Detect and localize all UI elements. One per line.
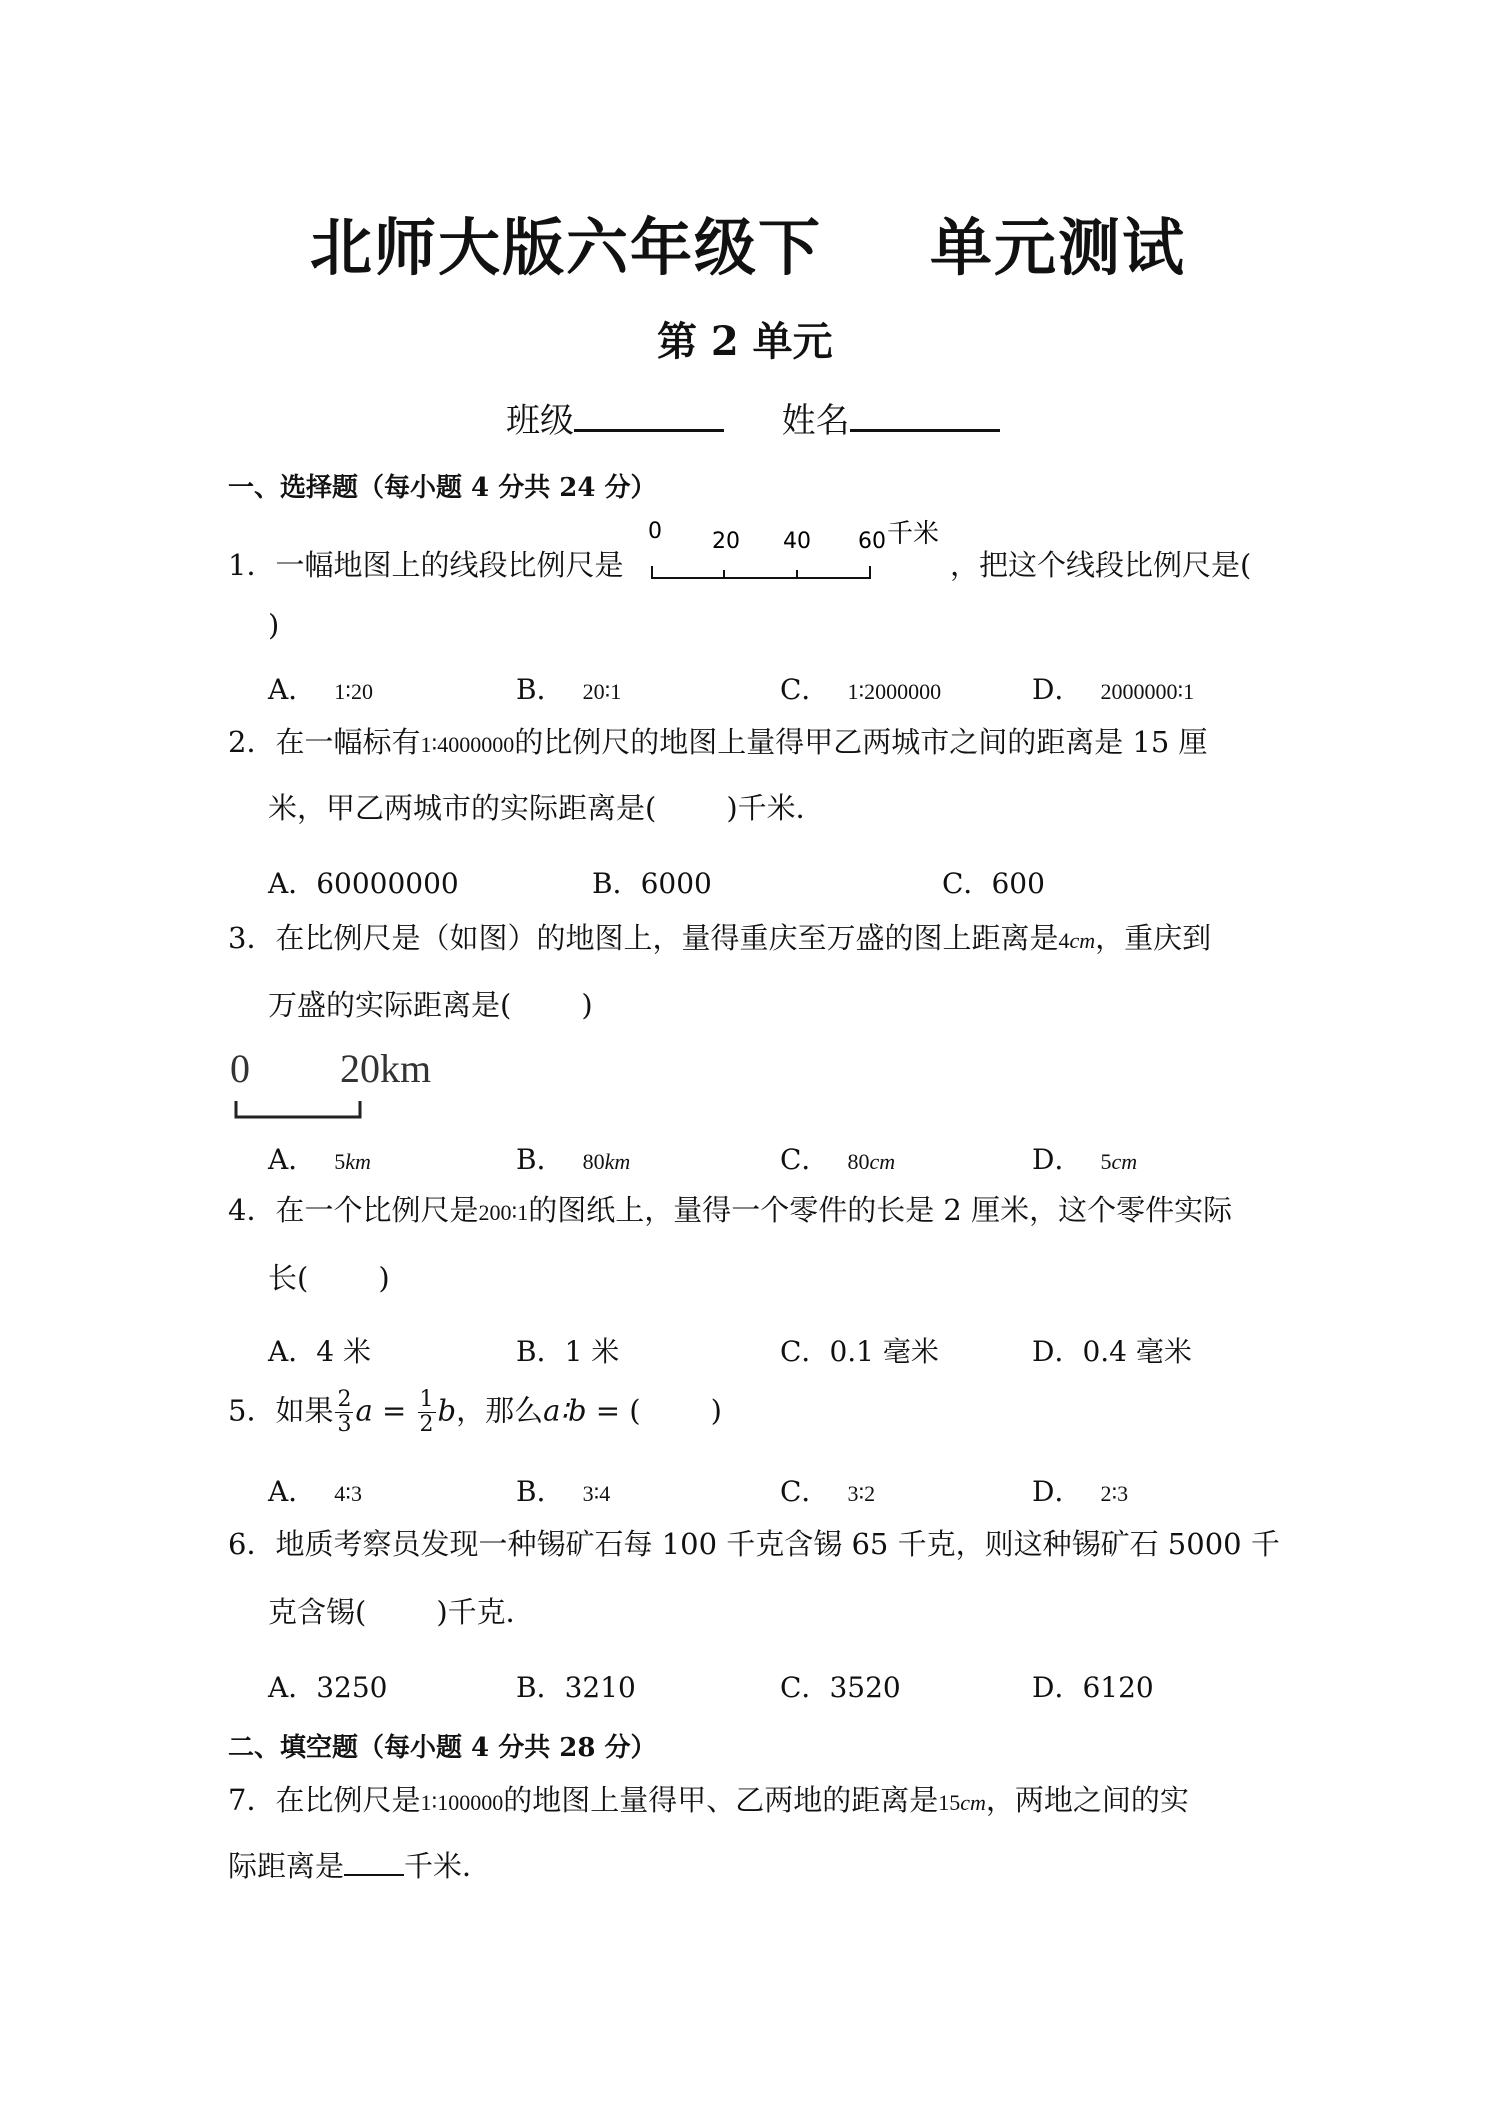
- page-title-right: 单元测试: [930, 211, 1187, 284]
- q1-option-d[interactable]: D． 2000000∶1: [1032, 673, 1195, 706]
- q5-option-c[interactable]: C． 3∶2: [780, 1475, 876, 1508]
- q1-option-c[interactable]: C． 1∶2000000: [780, 673, 942, 706]
- scalebar-zero: 0: [230, 1046, 250, 1091]
- fraction-2-3: $\frac{2}{3}$: [337, 1387, 352, 1437]
- question-1: [228, 545, 623, 585]
- class-name-line: [506, 393, 1000, 442]
- q5-option-d[interactable]: D． 2∶3: [1032, 1475, 1129, 1508]
- question-number: 1．: [228, 548, 276, 582]
- scalebar-unit: 千米: [887, 519, 940, 549]
- q3-option-b[interactable]: B． 80km: [516, 1143, 631, 1176]
- question-1-cont: ): [268, 608, 280, 642]
- q2-option-b[interactable]: B．6000: [592, 867, 712, 900]
- q1-option-a[interactable]: A． 1∶20: [268, 673, 373, 706]
- answer-blank[interactable]: [344, 1850, 404, 1876]
- scalebar-line: [234, 1097, 374, 1127]
- class-blank[interactable]: [574, 399, 724, 432]
- question-6: 6．地质考察员发现一种锡矿石每 100 千克含锡 65 千克，则这种锡矿石 5000 千: [228, 1527, 1280, 1561]
- question-1-text-after: ，把这个线段比例尺是(: [950, 548, 1252, 582]
- class-label: 班级: [506, 401, 574, 441]
- q6-option-a[interactable]: A．3250: [268, 1671, 388, 1704]
- scalebar-ticks: [652, 566, 870, 578]
- scalebar-label-60: 60: [858, 529, 886, 554]
- section-heading-choice: 一、选择题（每小题 4 分共 24 分）: [228, 473, 657, 503]
- q5-option-b[interactable]: B． 3∶4: [516, 1475, 611, 1508]
- question-6-line2: 克含锡( )千克．: [268, 1595, 535, 1629]
- question-7: 7．在比例尺是1∶100000的地图上量得甲、乙两地的距离是15cm，两地之间的实: [228, 1783, 1189, 1817]
- question-7-line2: 际距离是 千米．: [228, 1849, 492, 1883]
- question-2: 2．在一幅标有1∶4000000的比例尺的地图上量得甲乙两城市之间的距离是 15 厘: [228, 725, 1208, 759]
- scalebar-20km: [230, 1045, 460, 1125]
- question-5: 5．如果 $\frac{2}{3}$ a = $\frac{1}{2}$ b，那么a∶b = ( ): [228, 1387, 722, 1437]
- section-heading-fill: 二、填空题（每小题 4 分共 28 分）: [228, 1733, 657, 1763]
- scalebar-60km: [640, 518, 970, 588]
- q4-option-d[interactable]: D．0.4 毫米: [1032, 1335, 1192, 1368]
- q1-option-b[interactable]: B． 20∶1: [516, 673, 622, 706]
- question-3-line2: 万盛的实际距离是( ): [268, 988, 593, 1022]
- page-title-left: 北师大版六年级下: [310, 211, 823, 284]
- question-4-line2: 长( ): [268, 1261, 390, 1295]
- scalebar-label-20: 20: [712, 529, 740, 554]
- scalebar-label-40: 40: [783, 529, 811, 554]
- q3-option-a[interactable]: A． 5km: [268, 1143, 371, 1176]
- scalebar-20km-label: 20km: [340, 1046, 432, 1091]
- q4-option-c[interactable]: C．0.1 毫米: [780, 1335, 939, 1368]
- question-3: 3．在比例尺是（如图）的地图上，量得重庆至万盛的图上距离是4cm，重庆到: [228, 921, 1212, 955]
- question-text: 一幅地图上的线段比例尺是: [275, 548, 624, 582]
- q3-option-c[interactable]: C． 80cm: [780, 1143, 896, 1176]
- q2-option-a[interactable]: A．60000000: [268, 867, 459, 900]
- q3-option-d[interactable]: D． 5cm: [1032, 1143, 1138, 1176]
- q4-option-a[interactable]: A．4 米: [268, 1335, 371, 1368]
- name-blank[interactable]: [850, 399, 1000, 432]
- q6-option-b[interactable]: B．3210: [516, 1671, 636, 1704]
- question-4: 4．在一个比例尺是200∶1的图纸上，量得一个零件的长是 2 厘米，这个零件实际: [228, 1193, 1233, 1227]
- q5-option-a[interactable]: A． 4∶3: [268, 1475, 362, 1508]
- unit-subtitle: 第 2 单元: [657, 318, 833, 365]
- scalebar-label-0: 0: [648, 519, 662, 544]
- q2-option-c[interactable]: C．600: [942, 867, 1045, 900]
- q4-option-b[interactable]: B．1 米: [516, 1335, 620, 1368]
- q6-option-d[interactable]: D．6120: [1032, 1671, 1154, 1704]
- question-2-line2: 米，甲乙两城市的实际距离是( )千米．: [268, 791, 825, 825]
- q6-option-c[interactable]: C．3520: [780, 1671, 901, 1704]
- name-label: 姓名: [781, 401, 850, 441]
- fraction-1-2: $\frac{1}{2}$: [419, 1387, 434, 1437]
